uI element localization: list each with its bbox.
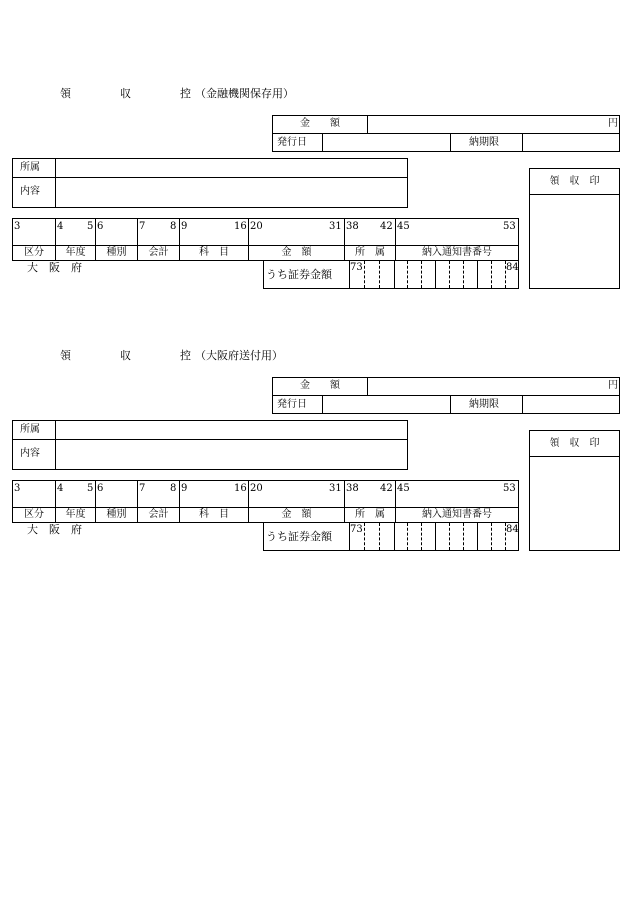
title-char-2: 収 bbox=[120, 349, 131, 362]
col-header-kingaku: 金 額 bbox=[281, 247, 312, 258]
securities-num-end: 84 bbox=[506, 262, 519, 273]
col-header-kubun: 区分 bbox=[24, 509, 44, 520]
securities-num-end: 84 bbox=[506, 524, 519, 535]
col-num-nendo-start: 4 bbox=[57, 483, 64, 494]
col-num-tsuchi-start: 45 bbox=[397, 221, 410, 232]
col-num-tsuchi-start: 45 bbox=[397, 483, 410, 494]
col-num-nendo-end: 5 bbox=[87, 221, 94, 232]
amount-label: 金 額 bbox=[300, 380, 340, 391]
securities-label: うち証券金額 bbox=[266, 268, 332, 281]
due-date-label: 納期限 bbox=[469, 137, 499, 148]
col-num-shozoku-start: 38 bbox=[346, 483, 359, 494]
col-num-kubun: 3 bbox=[14, 221, 21, 232]
col-num-kamoku-start: 9 bbox=[181, 221, 188, 232]
affiliation-label: 所属 bbox=[20, 424, 40, 435]
content-label: 内容 bbox=[20, 448, 40, 459]
yen-label: 円 bbox=[608, 380, 618, 391]
stamp-label: 領 収 印 bbox=[549, 176, 600, 187]
col-num-kamoku-end: 16 bbox=[234, 221, 247, 232]
securities-label: うち証券金額 bbox=[266, 530, 332, 543]
col-num-kingaku-start: 20 bbox=[250, 483, 263, 494]
issue-date-label: 発行日 bbox=[277, 399, 307, 410]
due-date-field[interactable] bbox=[524, 396, 618, 413]
title-char-1: 領 bbox=[60, 87, 71, 100]
prefecture-label: 大 阪 府 bbox=[27, 523, 82, 536]
receipt-form-bank bbox=[0, 85, 630, 347]
col-num-shozoku-end: 42 bbox=[380, 221, 393, 232]
col-header-kaikei: 会計 bbox=[148, 247, 169, 258]
col-header-nendo: 年度 bbox=[65, 247, 86, 258]
col-header-kingaku: 金 額 bbox=[281, 509, 312, 520]
col-num-shozoku-end: 42 bbox=[380, 483, 393, 494]
affiliation-field[interactable] bbox=[57, 421, 406, 438]
form-title-purpose: （金融機関保存用） bbox=[195, 87, 294, 100]
col-header-kamoku: 科 目 bbox=[199, 509, 229, 520]
col-num-kamoku-start: 9 bbox=[181, 483, 188, 494]
col-header-shozoku: 所 属 bbox=[355, 247, 385, 258]
col-num-tsuchi-end: 53 bbox=[503, 221, 516, 232]
title-char-1: 領 bbox=[60, 349, 71, 362]
affiliation-field[interactable] bbox=[57, 159, 406, 176]
col-header-shozoku: 所 属 bbox=[355, 509, 385, 520]
title-char-2: 収 bbox=[120, 87, 131, 100]
issue-date-field[interactable] bbox=[324, 396, 448, 413]
col-num-tsuchi-end: 53 bbox=[503, 483, 516, 494]
col-num-kaikei-start: 7 bbox=[139, 221, 146, 232]
affiliation-label: 所属 bbox=[20, 162, 40, 173]
col-header-tsuchi: 納入通知書番号 bbox=[422, 247, 492, 258]
issue-date-field[interactable] bbox=[324, 134, 448, 151]
col-num-nendo-end: 5 bbox=[87, 483, 94, 494]
col-header-kaikei: 会計 bbox=[148, 509, 169, 520]
col-header-shubetsu: 種別 bbox=[106, 247, 127, 258]
content-label: 内容 bbox=[20, 186, 40, 197]
content-field[interactable] bbox=[57, 179, 406, 207]
due-date-label: 納期限 bbox=[469, 399, 499, 410]
due-date-field[interactable] bbox=[524, 134, 618, 151]
form-title-purpose: （大阪府送付用） bbox=[195, 349, 283, 362]
securities-num-start: 73 bbox=[350, 262, 363, 273]
col-num-kaikei-start: 7 bbox=[139, 483, 146, 494]
col-num-kubun: 3 bbox=[14, 483, 21, 494]
title-char-3: 控 bbox=[180, 349, 191, 362]
col-header-kamoku: 科 目 bbox=[199, 247, 229, 258]
col-num-shozoku-start: 38 bbox=[346, 221, 359, 232]
col-num-shubetsu: 6 bbox=[97, 483, 104, 494]
col-header-nendo: 年度 bbox=[65, 509, 86, 520]
amount-label: 金 額 bbox=[300, 118, 340, 129]
col-header-shubetsu: 種別 bbox=[106, 509, 127, 520]
col-num-shubetsu: 6 bbox=[97, 221, 104, 232]
prefecture-label: 大 阪 府 bbox=[27, 261, 82, 274]
col-num-kaikei-end: 8 bbox=[170, 221, 177, 232]
title-char-3: 控 bbox=[180, 87, 191, 100]
col-num-kingaku-start: 20 bbox=[250, 221, 263, 232]
col-num-nendo-start: 4 bbox=[57, 221, 64, 232]
receipt-form-prefecture bbox=[0, 347, 630, 609]
col-num-kingaku-end: 31 bbox=[329, 483, 342, 494]
content-field[interactable] bbox=[57, 441, 406, 469]
col-num-kaikei-end: 8 bbox=[170, 483, 177, 494]
yen-label: 円 bbox=[608, 118, 618, 129]
col-num-kamoku-end: 16 bbox=[234, 483, 247, 494]
col-num-kingaku-end: 31 bbox=[329, 221, 342, 232]
stamp-label: 領 収 印 bbox=[549, 438, 600, 449]
securities-num-start: 73 bbox=[350, 524, 363, 535]
issue-date-label: 発行日 bbox=[277, 137, 307, 148]
col-header-tsuchi: 納入通知書番号 bbox=[422, 509, 492, 520]
col-header-kubun: 区分 bbox=[24, 247, 44, 258]
